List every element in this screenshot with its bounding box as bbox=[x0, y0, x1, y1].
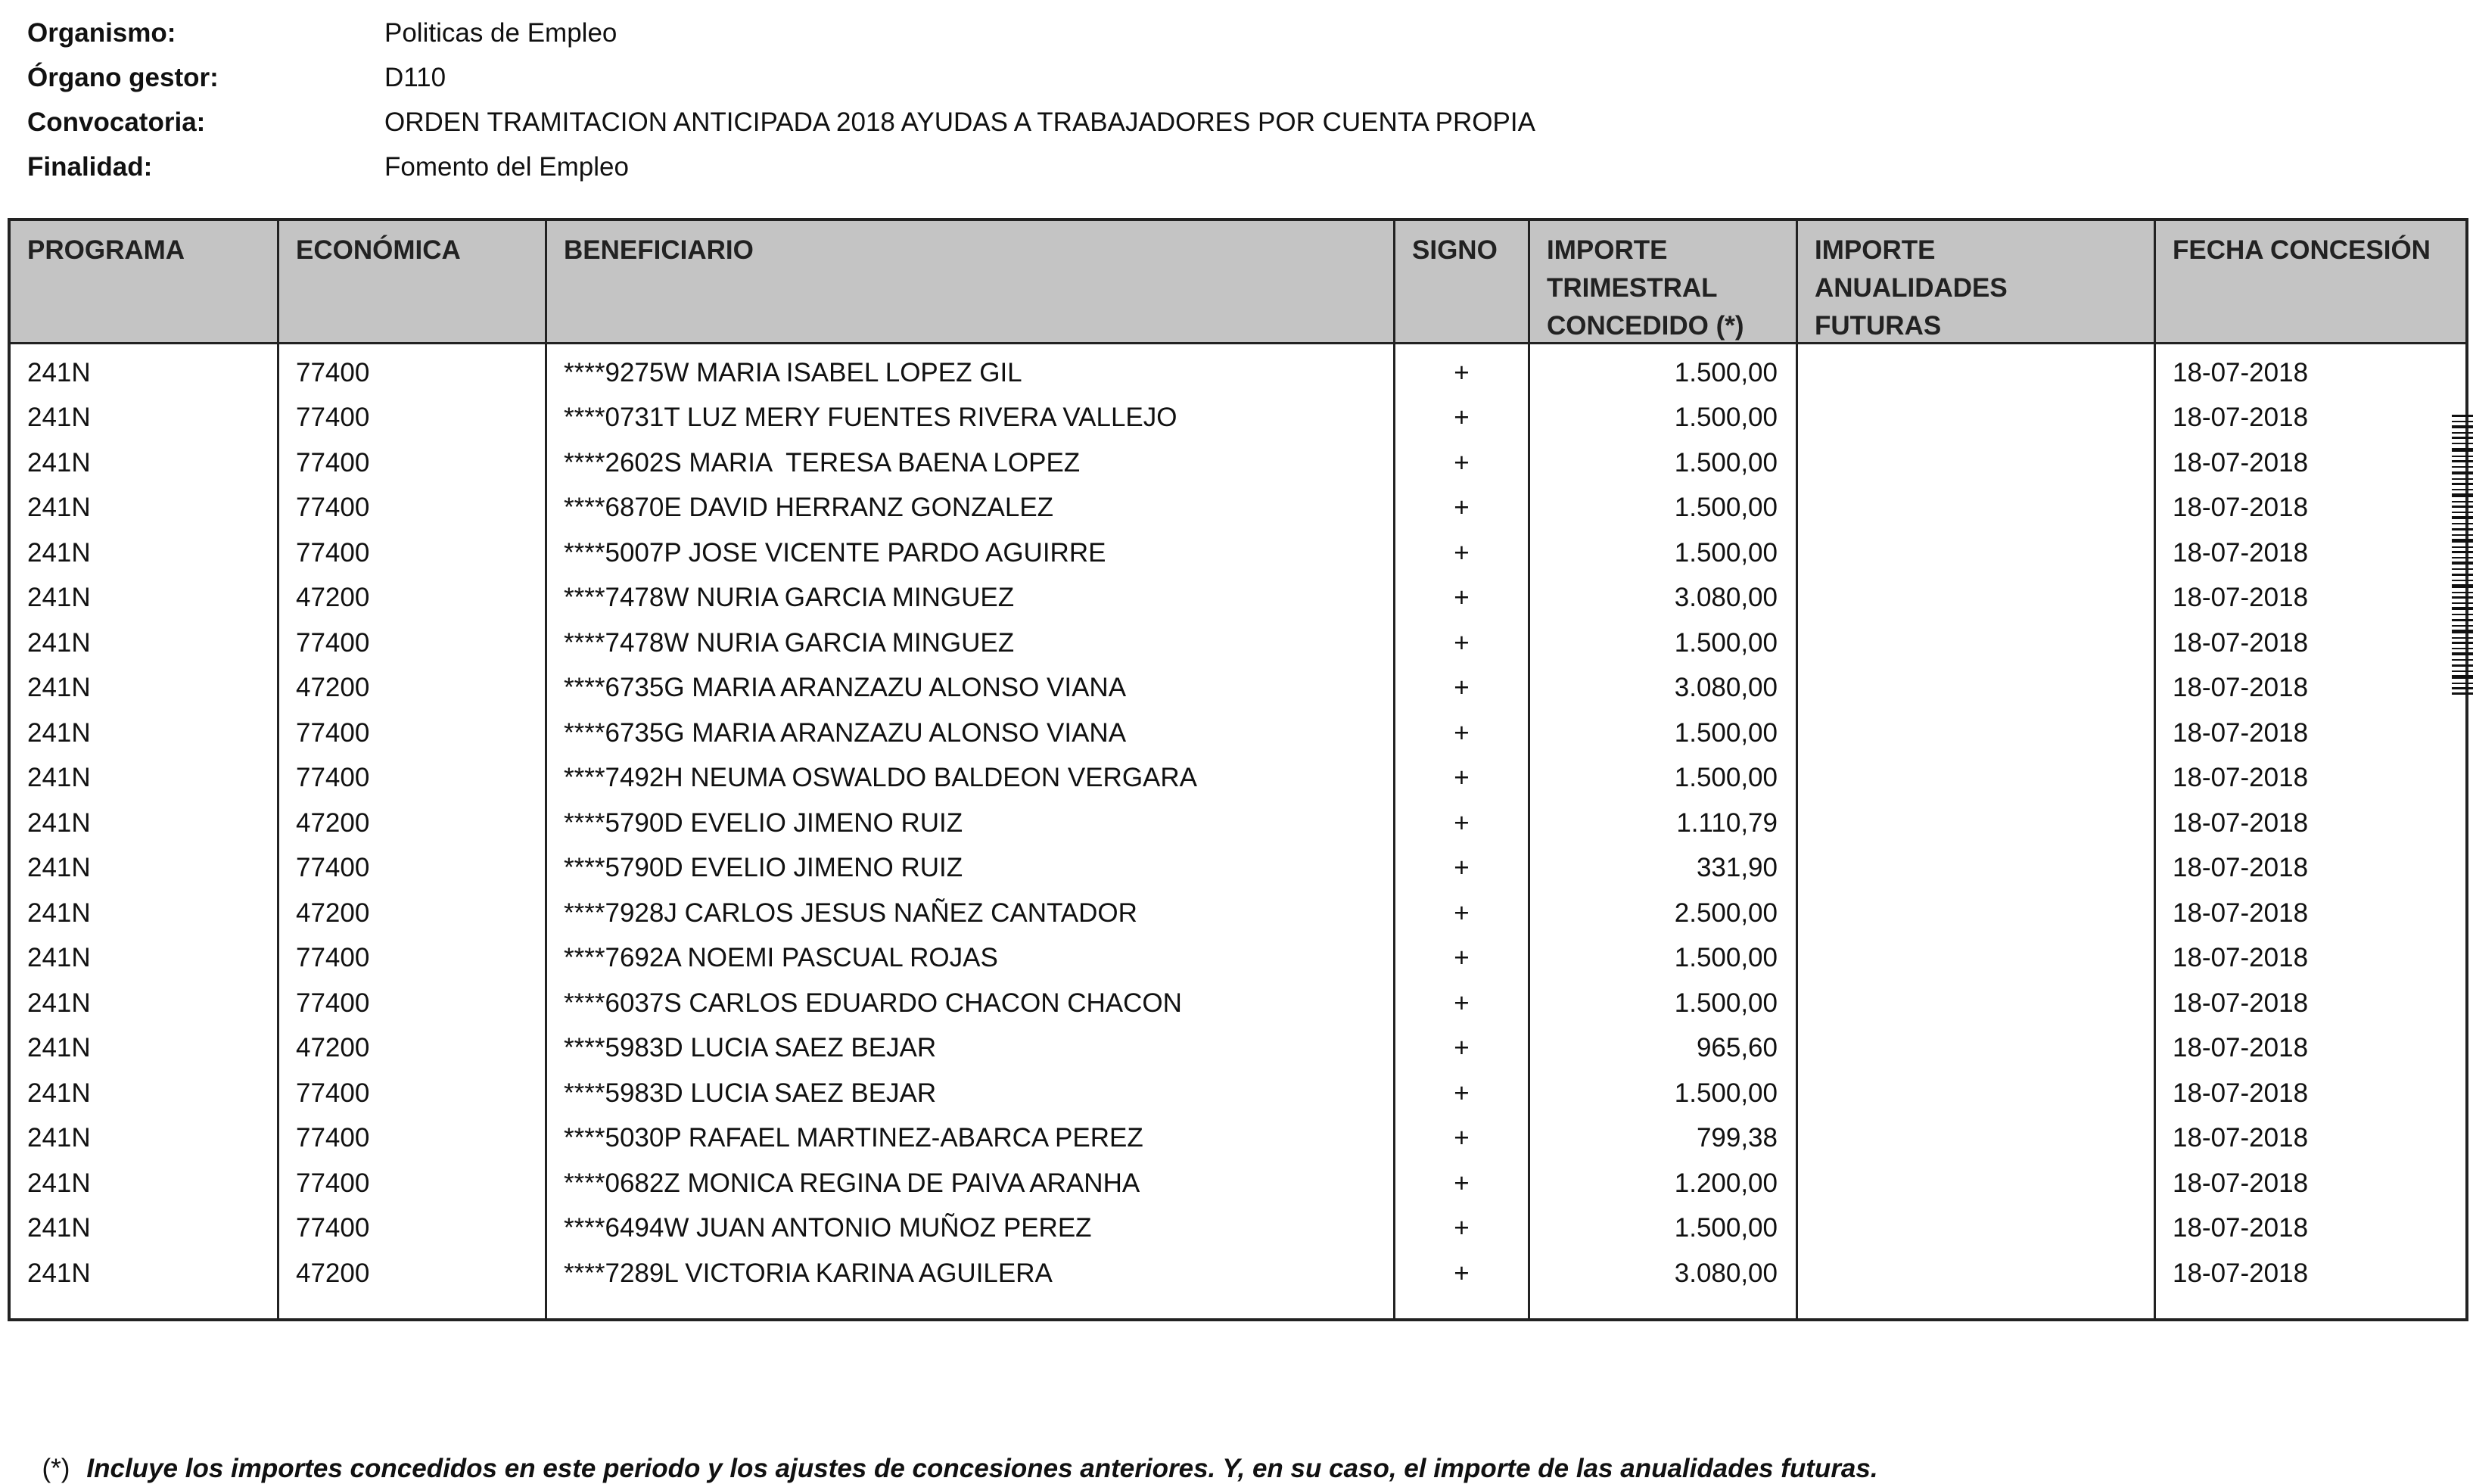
cell-signo: + bbox=[1454, 403, 1470, 433]
cell-economica: 77400 bbox=[296, 943, 370, 973]
cell-anualidades bbox=[1798, 936, 2154, 982]
cell-anualidades bbox=[1798, 891, 2154, 936]
cell-programa: 241N bbox=[27, 357, 91, 387]
cell-signo: + bbox=[1454, 898, 1470, 928]
cell-signo: + bbox=[1454, 583, 1470, 613]
cell-beneficiario: ****7928J CARLOS JESUS NAÑEZ CANTADOR bbox=[564, 898, 1137, 928]
cell-importe: 1.500,00 bbox=[1674, 943, 1778, 973]
cell-economica: 77400 bbox=[296, 357, 370, 387]
cell-anualidades bbox=[1798, 486, 2154, 531]
cell-importe: 1.500,00 bbox=[1674, 403, 1778, 433]
organismo-value: Politicas de Empleo bbox=[384, 17, 617, 48]
cell-economica: 77400 bbox=[296, 537, 370, 568]
cell-programa: 241N bbox=[27, 717, 91, 748]
document-header bbox=[27, 11, 1535, 189]
header-fecha-concesion: FECHA CONCESIÓN bbox=[2156, 221, 2465, 344]
cell-anualidades bbox=[1798, 846, 2154, 891]
cell-programa: 241N bbox=[27, 853, 91, 883]
cell-programa: 241N bbox=[27, 1168, 91, 1198]
cell-programa: 241N bbox=[27, 1258, 91, 1288]
cell-fecha: 18-07-2018 bbox=[2173, 717, 2309, 748]
convocatoria-value: ORDEN TRAMITACION ANTICIPADA 2018 AYUDAS A TRABAJADORES POR CUENTA PROPIA bbox=[384, 107, 1535, 137]
cell-importe: 1.500,00 bbox=[1674, 1078, 1778, 1108]
cell-beneficiario: ****9275W MARIA ISABEL LOPEZ GIL bbox=[564, 357, 1022, 387]
cell-importe: 1.200,00 bbox=[1674, 1168, 1778, 1198]
cell-economica: 77400 bbox=[296, 493, 370, 523]
cell-anualidades bbox=[1798, 1161, 2154, 1206]
header-importe-anualidades: IMPORTE ANUALIDADES FUTURAS bbox=[1798, 221, 2154, 344]
cell-beneficiario: ****7289L VICTORIA KARINA AGUILERA bbox=[564, 1258, 1053, 1288]
cell-importe: 2.500,00 bbox=[1674, 898, 1778, 928]
cell-economica: 77400 bbox=[296, 1168, 370, 1198]
cell-signo: + bbox=[1454, 1033, 1470, 1063]
cell-economica: 77400 bbox=[296, 1123, 370, 1153]
cell-fecha: 18-07-2018 bbox=[2173, 1033, 2309, 1063]
cell-fecha: 18-07-2018 bbox=[2173, 1258, 2309, 1288]
cell-fecha: 18-07-2018 bbox=[2173, 988, 2309, 1018]
cell-fecha: 18-07-2018 bbox=[2173, 673, 2309, 703]
cell-fecha: 18-07-2018 bbox=[2173, 1168, 2309, 1198]
concesiones-table bbox=[8, 218, 2468, 1321]
header-signo: SIGNO bbox=[1395, 221, 1528, 344]
cell-signo: + bbox=[1454, 1213, 1470, 1243]
cell-economica: 77400 bbox=[296, 853, 370, 883]
cell-anualidades bbox=[1798, 711, 2154, 756]
cell-anualidades bbox=[1798, 350, 2154, 396]
cell-importe: 3.080,00 bbox=[1674, 673, 1778, 703]
finalidad-value: Fomento del Empleo bbox=[384, 151, 629, 182]
cell-economica: 47200 bbox=[296, 1033, 370, 1063]
cell-fecha: 18-07-2018 bbox=[2173, 943, 2309, 973]
cell-signo: + bbox=[1454, 1078, 1470, 1108]
cell-signo: + bbox=[1454, 493, 1470, 523]
cell-programa: 241N bbox=[27, 403, 91, 433]
cell-anualidades bbox=[1798, 1251, 2154, 1296]
cell-beneficiario: ****7478W NURIA GARCIA MINGUEZ bbox=[564, 627, 1015, 658]
cell-fecha: 18-07-2018 bbox=[2173, 1078, 2309, 1108]
cell-economica: 77400 bbox=[296, 403, 370, 433]
header-economica: ECONÓMICA bbox=[279, 221, 545, 344]
cell-importe: 1.500,00 bbox=[1674, 717, 1778, 748]
cell-anualidades bbox=[1798, 576, 2154, 621]
cell-importe: 1.500,00 bbox=[1674, 537, 1778, 568]
cell-beneficiario: ****5983D LUCIA SAEZ BEJAR bbox=[564, 1033, 937, 1063]
cell-beneficiario: ****6735G MARIA ARANZAZU ALONSO VIANA bbox=[564, 673, 1127, 703]
cell-fecha: 18-07-2018 bbox=[2173, 1213, 2309, 1243]
cell-economica: 47200 bbox=[296, 807, 370, 838]
organo-gestor-row bbox=[27, 55, 1535, 100]
cell-programa: 241N bbox=[27, 447, 91, 478]
column-importe-anualidades bbox=[1796, 221, 2154, 1318]
cell-anualidades bbox=[1798, 396, 2154, 441]
cell-anualidades bbox=[1798, 1116, 2154, 1162]
cell-economica: 47200 bbox=[296, 583, 370, 613]
cell-beneficiario: ****5983D LUCIA SAEZ BEJAR bbox=[564, 1078, 937, 1108]
cell-anualidades bbox=[1798, 1026, 2154, 1072]
cell-programa: 241N bbox=[27, 583, 91, 613]
cell-importe: 331,90 bbox=[1696, 853, 1778, 883]
cell-programa: 241N bbox=[27, 943, 91, 973]
cell-signo: + bbox=[1454, 717, 1470, 748]
footnote bbox=[27, 1423, 1878, 1484]
cell-importe: 965,60 bbox=[1696, 1033, 1778, 1063]
cell-fecha: 18-07-2018 bbox=[2173, 537, 2309, 568]
cell-signo: + bbox=[1454, 763, 1470, 793]
cell-anualidades bbox=[1798, 981, 2154, 1026]
column-programa bbox=[11, 221, 277, 1318]
cell-economica: 77400 bbox=[296, 447, 370, 478]
cell-beneficiario: ****6870E DAVID HERRANZ GONZALEZ bbox=[564, 493, 1054, 523]
cell-importe: 1.500,00 bbox=[1674, 988, 1778, 1018]
cell-programa: 241N bbox=[27, 807, 91, 838]
cell-economica: 77400 bbox=[296, 627, 370, 658]
cell-programa: 241N bbox=[27, 1213, 91, 1243]
cell-economica: 47200 bbox=[296, 898, 370, 928]
cell-anualidades bbox=[1798, 666, 2154, 711]
cell-beneficiario: ****0682Z MONICA REGINA DE PAIVA ARANHA bbox=[564, 1168, 1140, 1198]
cell-fecha: 18-07-2018 bbox=[2173, 807, 2309, 838]
cell-economica: 77400 bbox=[296, 988, 370, 1018]
header-programa: PROGRAMA bbox=[11, 221, 277, 344]
cell-programa: 241N bbox=[27, 1123, 91, 1153]
cell-beneficiario: ****7478W NURIA GARCIA MINGUEZ bbox=[564, 583, 1015, 613]
cell-signo: + bbox=[1454, 357, 1470, 387]
cell-fecha: 18-07-2018 bbox=[2173, 853, 2309, 883]
cell-importe: 1.500,00 bbox=[1674, 1213, 1778, 1243]
footnote-mark: (*) bbox=[42, 1454, 70, 1483]
cell-signo: + bbox=[1454, 627, 1470, 658]
cell-programa: 241N bbox=[27, 537, 91, 568]
cell-importe: 1.500,00 bbox=[1674, 627, 1778, 658]
cell-signo: + bbox=[1454, 673, 1470, 703]
cell-programa: 241N bbox=[27, 493, 91, 523]
cell-anualidades bbox=[1798, 756, 2154, 801]
cell-beneficiario: ****7692A NOEMI PASCUAL ROJAS bbox=[564, 943, 998, 973]
header-beneficiario: BENEFICIARIO bbox=[547, 221, 1393, 344]
cell-signo: + bbox=[1454, 1123, 1470, 1153]
barcode-icon bbox=[2452, 415, 2473, 695]
cell-programa: 241N bbox=[27, 898, 91, 928]
cell-beneficiario: ****6735G MARIA ARANZAZU ALONSO VIANA bbox=[564, 717, 1127, 748]
cell-programa: 241N bbox=[27, 763, 91, 793]
cell-fecha: 18-07-2018 bbox=[2173, 357, 2309, 387]
cell-programa: 241N bbox=[27, 1033, 91, 1063]
cell-signo: + bbox=[1454, 1258, 1470, 1288]
cell-beneficiario: ****5790D EVELIO JIMENO RUIZ bbox=[564, 807, 963, 838]
column-importe-trimestral bbox=[1528, 221, 1796, 1318]
column-fecha-concesion bbox=[2154, 221, 2465, 1318]
convocatoria-row bbox=[27, 100, 1535, 145]
convocatoria-label: Convocatoria: bbox=[27, 107, 206, 137]
cell-fecha: 18-07-2018 bbox=[2173, 403, 2309, 433]
cell-signo: + bbox=[1454, 988, 1470, 1018]
cell-signo: + bbox=[1454, 447, 1470, 478]
cell-fecha: 18-07-2018 bbox=[2173, 447, 2309, 478]
organismo-row bbox=[27, 11, 1535, 55]
cell-anualidades bbox=[1798, 621, 2154, 666]
cell-fecha: 18-07-2018 bbox=[2173, 898, 2309, 928]
cell-anualidades bbox=[1798, 1071, 2154, 1116]
cell-economica: 47200 bbox=[296, 1258, 370, 1288]
cell-importe: 1.500,00 bbox=[1674, 447, 1778, 478]
cell-importe: 1.500,00 bbox=[1674, 763, 1778, 793]
cell-anualidades bbox=[1798, 1206, 2154, 1252]
cell-beneficiario: ****6037S CARLOS EDUARDO CHACON CHACON bbox=[564, 988, 1182, 1018]
cell-economica: 47200 bbox=[296, 673, 370, 703]
footnote-text: Incluye los importes concedidos en este periodo y los ajustes de concesiones anteriores. Y, en su caso, el importe de las anualidades futuras. bbox=[86, 1454, 1878, 1483]
cell-importe: 1.500,00 bbox=[1674, 493, 1778, 523]
cell-programa: 241N bbox=[27, 627, 91, 658]
cell-beneficiario: ****5030P RAFAEL MARTINEZ-ABARCA PEREZ bbox=[564, 1123, 1143, 1153]
cell-programa: 241N bbox=[27, 988, 91, 1018]
cell-signo: + bbox=[1454, 807, 1470, 838]
cell-programa: 241N bbox=[27, 1078, 91, 1108]
cell-beneficiario: ****5790D EVELIO JIMENO RUIZ bbox=[564, 853, 963, 883]
cell-importe: 1.500,00 bbox=[1674, 357, 1778, 387]
cell-signo: + bbox=[1454, 537, 1470, 568]
finalidad-row bbox=[27, 145, 1535, 189]
cell-economica: 77400 bbox=[296, 763, 370, 793]
cell-economica: 77400 bbox=[296, 717, 370, 748]
cell-importe: 3.080,00 bbox=[1674, 1258, 1778, 1288]
column-signo bbox=[1393, 221, 1528, 1318]
cell-importe: 799,38 bbox=[1696, 1123, 1778, 1153]
cell-beneficiario: ****2602S MARIA TERESA BAENA LOPEZ bbox=[564, 447, 1081, 478]
cell-fecha: 18-07-2018 bbox=[2173, 583, 2309, 613]
column-economica bbox=[277, 221, 545, 1318]
cell-economica: 77400 bbox=[296, 1078, 370, 1108]
cell-importe: 1.110,79 bbox=[1676, 807, 1778, 838]
cell-signo: + bbox=[1454, 943, 1470, 973]
cell-signo: + bbox=[1454, 1168, 1470, 1198]
cell-fecha: 18-07-2018 bbox=[2173, 627, 2309, 658]
cell-fecha: 18-07-2018 bbox=[2173, 763, 2309, 793]
cell-beneficiario: ****0731T LUZ MERY FUENTES RIVERA VALLEJO bbox=[564, 403, 1177, 433]
cell-economica: 77400 bbox=[296, 1213, 370, 1243]
organo-gestor-value: D110 bbox=[384, 62, 446, 92]
column-beneficiario bbox=[545, 221, 1393, 1318]
cell-anualidades bbox=[1798, 801, 2154, 846]
cell-programa: 241N bbox=[27, 673, 91, 703]
cell-anualidades bbox=[1798, 530, 2154, 576]
cell-fecha: 18-07-2018 bbox=[2173, 493, 2309, 523]
cell-fecha: 18-07-2018 bbox=[2173, 1123, 2309, 1153]
cell-beneficiario: ****6494W JUAN ANTONIO MUÑOZ PEREZ bbox=[564, 1213, 1092, 1243]
cell-signo: + bbox=[1454, 853, 1470, 883]
organo-gestor-label: Órgano gestor: bbox=[27, 62, 219, 92]
organismo-label: Organismo: bbox=[27, 17, 176, 48]
cell-importe: 3.080,00 bbox=[1674, 583, 1778, 613]
finalidad-label: Finalidad: bbox=[27, 151, 153, 182]
cell-anualidades bbox=[1798, 440, 2154, 486]
header-importe-trimestral: IMPORTE TRIMESTRAL CONCEDIDO (*) bbox=[1530, 221, 1796, 344]
cell-beneficiario: ****5007P JOSE VICENTE PARDO AGUIRRE bbox=[564, 537, 1106, 568]
cell-beneficiario: ****7492H NEUMA OSWALDO BALDEON VERGARA bbox=[564, 763, 1198, 793]
